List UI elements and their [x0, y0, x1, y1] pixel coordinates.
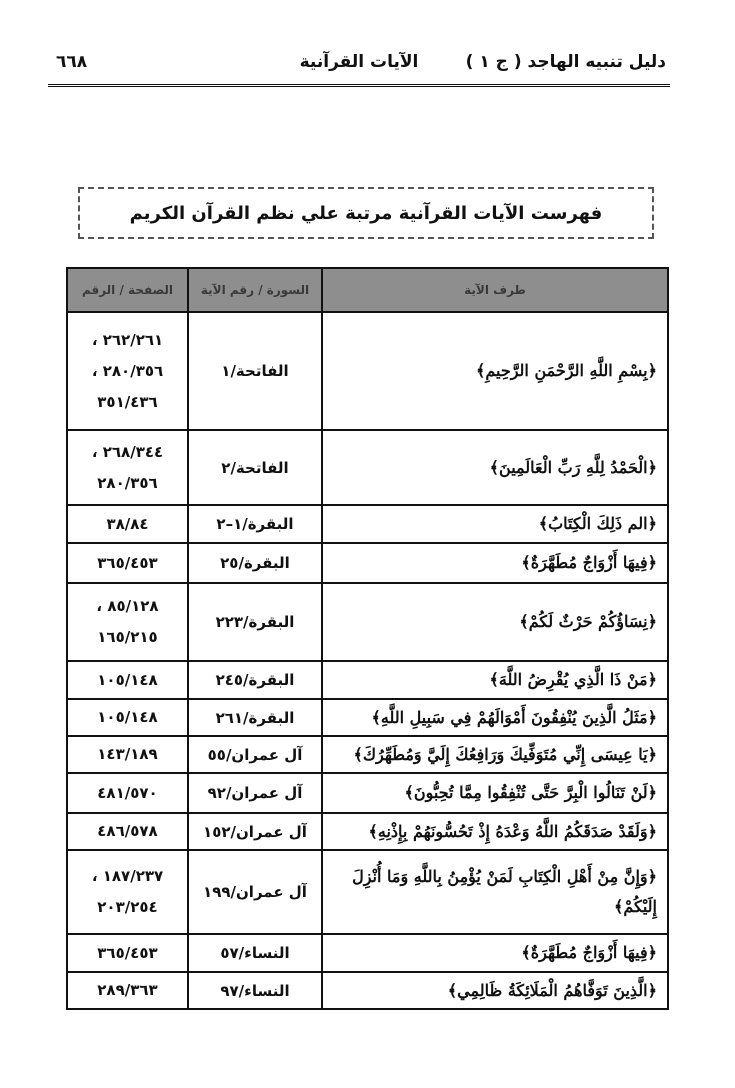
- table-row: [67, 543, 668, 583]
- pages-cell: ٨٥/١٢٨ ، ١٦٥/٢١٥: [67, 583, 188, 661]
- surah-cell: الفاتحة/٢: [188, 430, 322, 505]
- ayah-cell: ﴿الْحَمْدُ لِلَّهِ رَبِّ الْعَالَمِينَ﴾: [322, 430, 668, 505]
- table-row: [67, 934, 668, 972]
- ayah-cell: ﴿الم ذَلِكَ الْكِتَابُ﴾: [322, 505, 668, 543]
- surah-cell: النساء/٩٧: [188, 972, 322, 1009]
- table-row: [67, 430, 668, 505]
- page-header: [48, 46, 670, 86]
- ayah-index-table: [66, 267, 669, 1010]
- pages-cell: ١٨٧/٢٣٧ ، ٢٠٣/٢٥٤: [67, 850, 188, 934]
- pages-cell: ١٠٥/١٤٨: [67, 661, 188, 699]
- table-row: [67, 736, 668, 773]
- col-header-surah: السورة / رقم الآية: [188, 268, 322, 312]
- table-row: [67, 773, 668, 813]
- pages-cell: ٢٦٢/٢٦١ ، ٢٨٠/٣٥٦ ، ٣٥١/٤٣٦: [67, 312, 188, 430]
- surah-cell: البقرة/٢٥: [188, 543, 322, 583]
- surah-cell: آل عمران/١٩٩: [188, 850, 322, 934]
- col-header-pages: الصفحة / الرقم: [67, 268, 188, 312]
- col-header-ayah: طرف الآية: [322, 268, 668, 312]
- book-title: دليل تنبيه الهاجد ( ج ١ ): [465, 52, 666, 72]
- pages-cell: ٣٨/٨٤: [67, 505, 188, 543]
- ayah-cell: ﴿مَثَلُ الَّذِينَ يُنْفِقُونَ أَمْوَالَهُمْ فِي سَبِيلِ اللَّهِ﴾: [322, 699, 668, 736]
- pages-cell: ١٠٥/١٤٨: [67, 699, 188, 736]
- pages-cell: ٤٨٦/٥٧٨: [67, 813, 188, 850]
- surah-cell: الفاتحة/١: [188, 312, 322, 430]
- pages-cell: ٢٨٩/٣٦٣: [67, 972, 188, 1009]
- table-row: [67, 699, 668, 736]
- surah-cell: آل عمران/٥٥: [188, 736, 322, 773]
- ayah-cell: ﴿وَلَقَدْ صَدَقَكُمُ اللَّهُ وَعْدَهُ إِذْ تَحُسُّونَهُمْ بِإِذْنِهِ﴾: [322, 813, 668, 850]
- surah-cell: البقرة/٢٢٣: [188, 583, 322, 661]
- surah-cell: آل عمران/١٥٢: [188, 813, 322, 850]
- ayah-cell: ﴿نِسَاؤُكُمْ حَرْثٌ لَكُمْ﴾: [322, 583, 668, 661]
- index-title: فهرست الآيات القرآنية مرتبة علي نظم القرآن الكريم: [129, 202, 603, 224]
- ayah-cell: ﴿الَّذِينَ تَوَفَّاهُمُ الْمَلَائِكَةُ ظَالِمِي﴾: [322, 972, 668, 1009]
- table-row: [67, 661, 668, 699]
- section-title: الآيات القرآنية: [299, 52, 419, 72]
- table-row: [67, 505, 668, 543]
- table-row: [67, 583, 668, 661]
- pages-cell: ٣٦٥/٤٥٣: [67, 543, 188, 583]
- ayah-cell: ﴿بِسْمِ اللَّهِ الرَّحْمَنِ الرَّحِيمِ﴾: [322, 312, 668, 430]
- pages-cell: ١٤٣/١٨٩: [67, 736, 188, 773]
- ayah-cell: ﴿لَنْ تَنَالُوا الْبِرَّ حَتَّى تُنْفِقُوا مِمَّا تُحِبُّونَ﴾: [322, 773, 668, 813]
- index-title-box: [78, 187, 654, 239]
- surah-cell: آل عمران/٩٢: [188, 773, 322, 813]
- pages-cell: ٢٦٨/٣٤٤ ، ٢٨٠/٣٥٦: [67, 430, 188, 505]
- table-row: [67, 972, 668, 1009]
- table-row: [67, 850, 668, 934]
- table-header-row: [67, 268, 668, 312]
- pages-cell: ٣٦٥/٤٥٣: [67, 934, 188, 972]
- surah-cell: البقرة/٢٤٥: [188, 661, 322, 699]
- page-number: ٦٦٨: [56, 52, 88, 72]
- surah-cell: البقرة/١–٢: [188, 505, 322, 543]
- table-row: [67, 312, 668, 430]
- ayah-cell: ﴿مَنْ ذَا الَّذِي يُقْرِضُ اللَّهَ﴾: [322, 661, 668, 699]
- ayah-cell: ﴿وَإِنَّ مِنْ أَهْلِ الْكِتَابِ لَمَنْ يُؤْمِنُ بِاللَّهِ وَمَا أُنْزِلَ إِلَيْكُمْ﴾: [322, 850, 668, 934]
- table-row: [67, 813, 668, 850]
- ayah-cell: ﴿يَا عِيسَى إِنِّي مُتَوَفِّيكَ وَرَافِعُكَ إِلَيَّ وَمُطَهِّرُكَ﴾: [322, 736, 668, 773]
- pages-cell: ٤٨١/٥٧٠: [67, 773, 188, 813]
- ayah-cell: ﴿فِيهَا أَزْوَاجٌ مُطَهَّرَةٌ﴾: [322, 934, 668, 972]
- ayah-cell: ﴿فِيهَا أَزْوَاجٌ مُطَهَّرَةٌ﴾: [322, 543, 668, 583]
- header-rule: [48, 84, 670, 87]
- surah-cell: البقرة/٢٦١: [188, 699, 322, 736]
- surah-cell: النساء/٥٧: [188, 934, 322, 972]
